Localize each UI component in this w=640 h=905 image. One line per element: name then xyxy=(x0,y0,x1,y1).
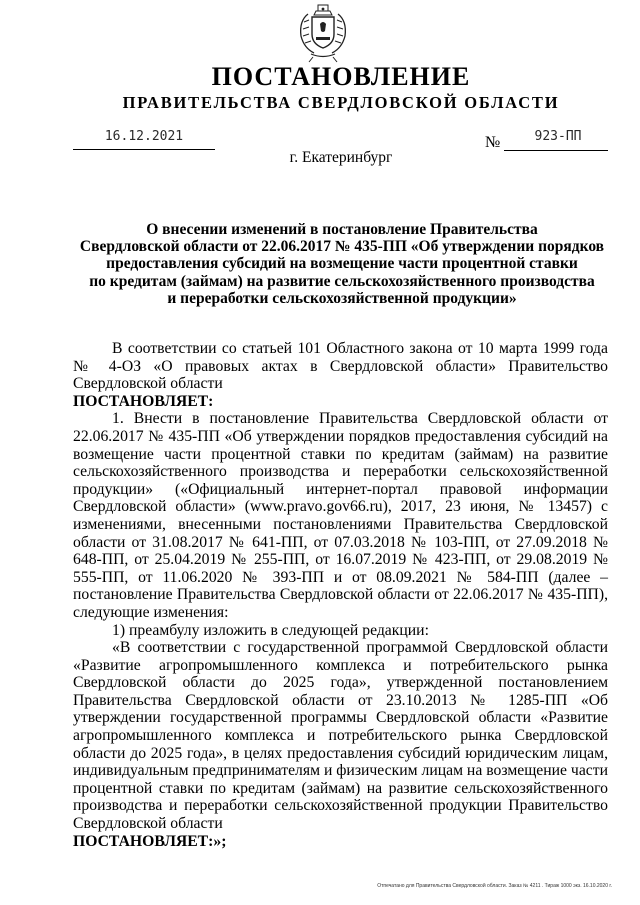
quoted-decree-word: ПОСТАНОВЛЯЕТ:»; xyxy=(73,832,227,850)
heading-line: О внесении изменений в постановление Правительства xyxy=(146,221,538,238)
document-date: 16.12.2021 xyxy=(104,129,184,144)
heading-line: предоставления субсидий на возмещение части процентной ставки xyxy=(106,255,578,273)
item-1-paragraph: 1. Внести в постановление Правительства Свердловской области от 22.06.2017 № 435-ПП «Об утверждении порядков предоставления субсидий на возмещение части процентной ставки по кредитам (займам) на развитие сельскохозяйственного производства и переработки сельскохозяйственной продукции» («Официальный интернет-портал правовой информации Свердловской области» (www.pravo.gov66.ru), 2017, 23 июня, № 13457) с изменениями, внесенными постановлениями Правительства Свердловской области от 31.08.2017 № 641-ПП, от 07.03.2018 № 103-ПП, от 27.09.2018 № 648-ПП, от 25.04.2019 № 255-ПП, от 16.07.2019 № 423-ПП, от 29.08.2019 № 555-ПП, от 11.06.2020 № 393-ПП и от 08.09.2021 № 584-ПП (далее – постановление Правительства Свердловской области от 22.06.2017 № 435-ПП), следующие изменения: xyxy=(73,410,608,621)
decree-word: ПОСТАНОВЛЯЕТ: xyxy=(73,392,214,410)
subitem-1-paragraph: 1) преамбулу изложить в следующей редакции: xyxy=(112,621,429,639)
document-number: 923-ПП xyxy=(534,129,582,144)
city: г. Екатеринбург xyxy=(289,149,393,166)
document-title: ПОСТАНОВЛЕНИЕ xyxy=(211,62,471,91)
print-footer: Отпечатано для Правительства Свердловской области. Заказ № 4211 . Тираж 1000 экз. 16.10.2020 г. xyxy=(377,883,612,889)
heading-line: по кредитам (займам) на развитие сельскохозяйственного производства xyxy=(89,272,595,290)
issuer-name: ПРАВИТЕЛЬСТВА СВЕРДЛОВСКОЙ ОБЛАСТИ xyxy=(122,93,560,112)
document-body xyxy=(73,340,608,850)
coat-of-arms-emblem xyxy=(296,4,350,64)
number-sign: № xyxy=(485,134,501,151)
heading-line: Свердловской области от 22.06.2017 № 435-ПП «Об утверждении порядков xyxy=(79,238,605,256)
quoted-preamble-paragraph: «В соответствии с государственной программой Свердловской области «Развитие агропромышленного комплекса и потребительского рынка Свердловской области до 2025 года», утвержденной постановлением Правительства Свердловской области от 23.10.2013 № 1285-ПП «Об утверждении государственной программы Свердловской области «Развитие агропромышленного комплекса и потребительского рынка Свердловской области до 2025 года», в целях предоставления субсидий юридическим лицам, индивидуальным предпринимателям и физическим лицам на возмещение части процентной ставки по кредитам (займам) на развитие сельскохозяйственного производства и переработки сельскохозяйственной продукции Правительство Свердловской области xyxy=(73,639,608,833)
heading-line: и переработки сельскохозяйственной продукции» xyxy=(167,289,517,307)
document-heading xyxy=(78,221,606,307)
preamble-paragraph: В соответствии со статьей 101 Областного закона от 10 марта 1999 года № 4-ОЗ «О правовых актах в Свердловской области» Правительство Свердловской области xyxy=(73,340,608,393)
